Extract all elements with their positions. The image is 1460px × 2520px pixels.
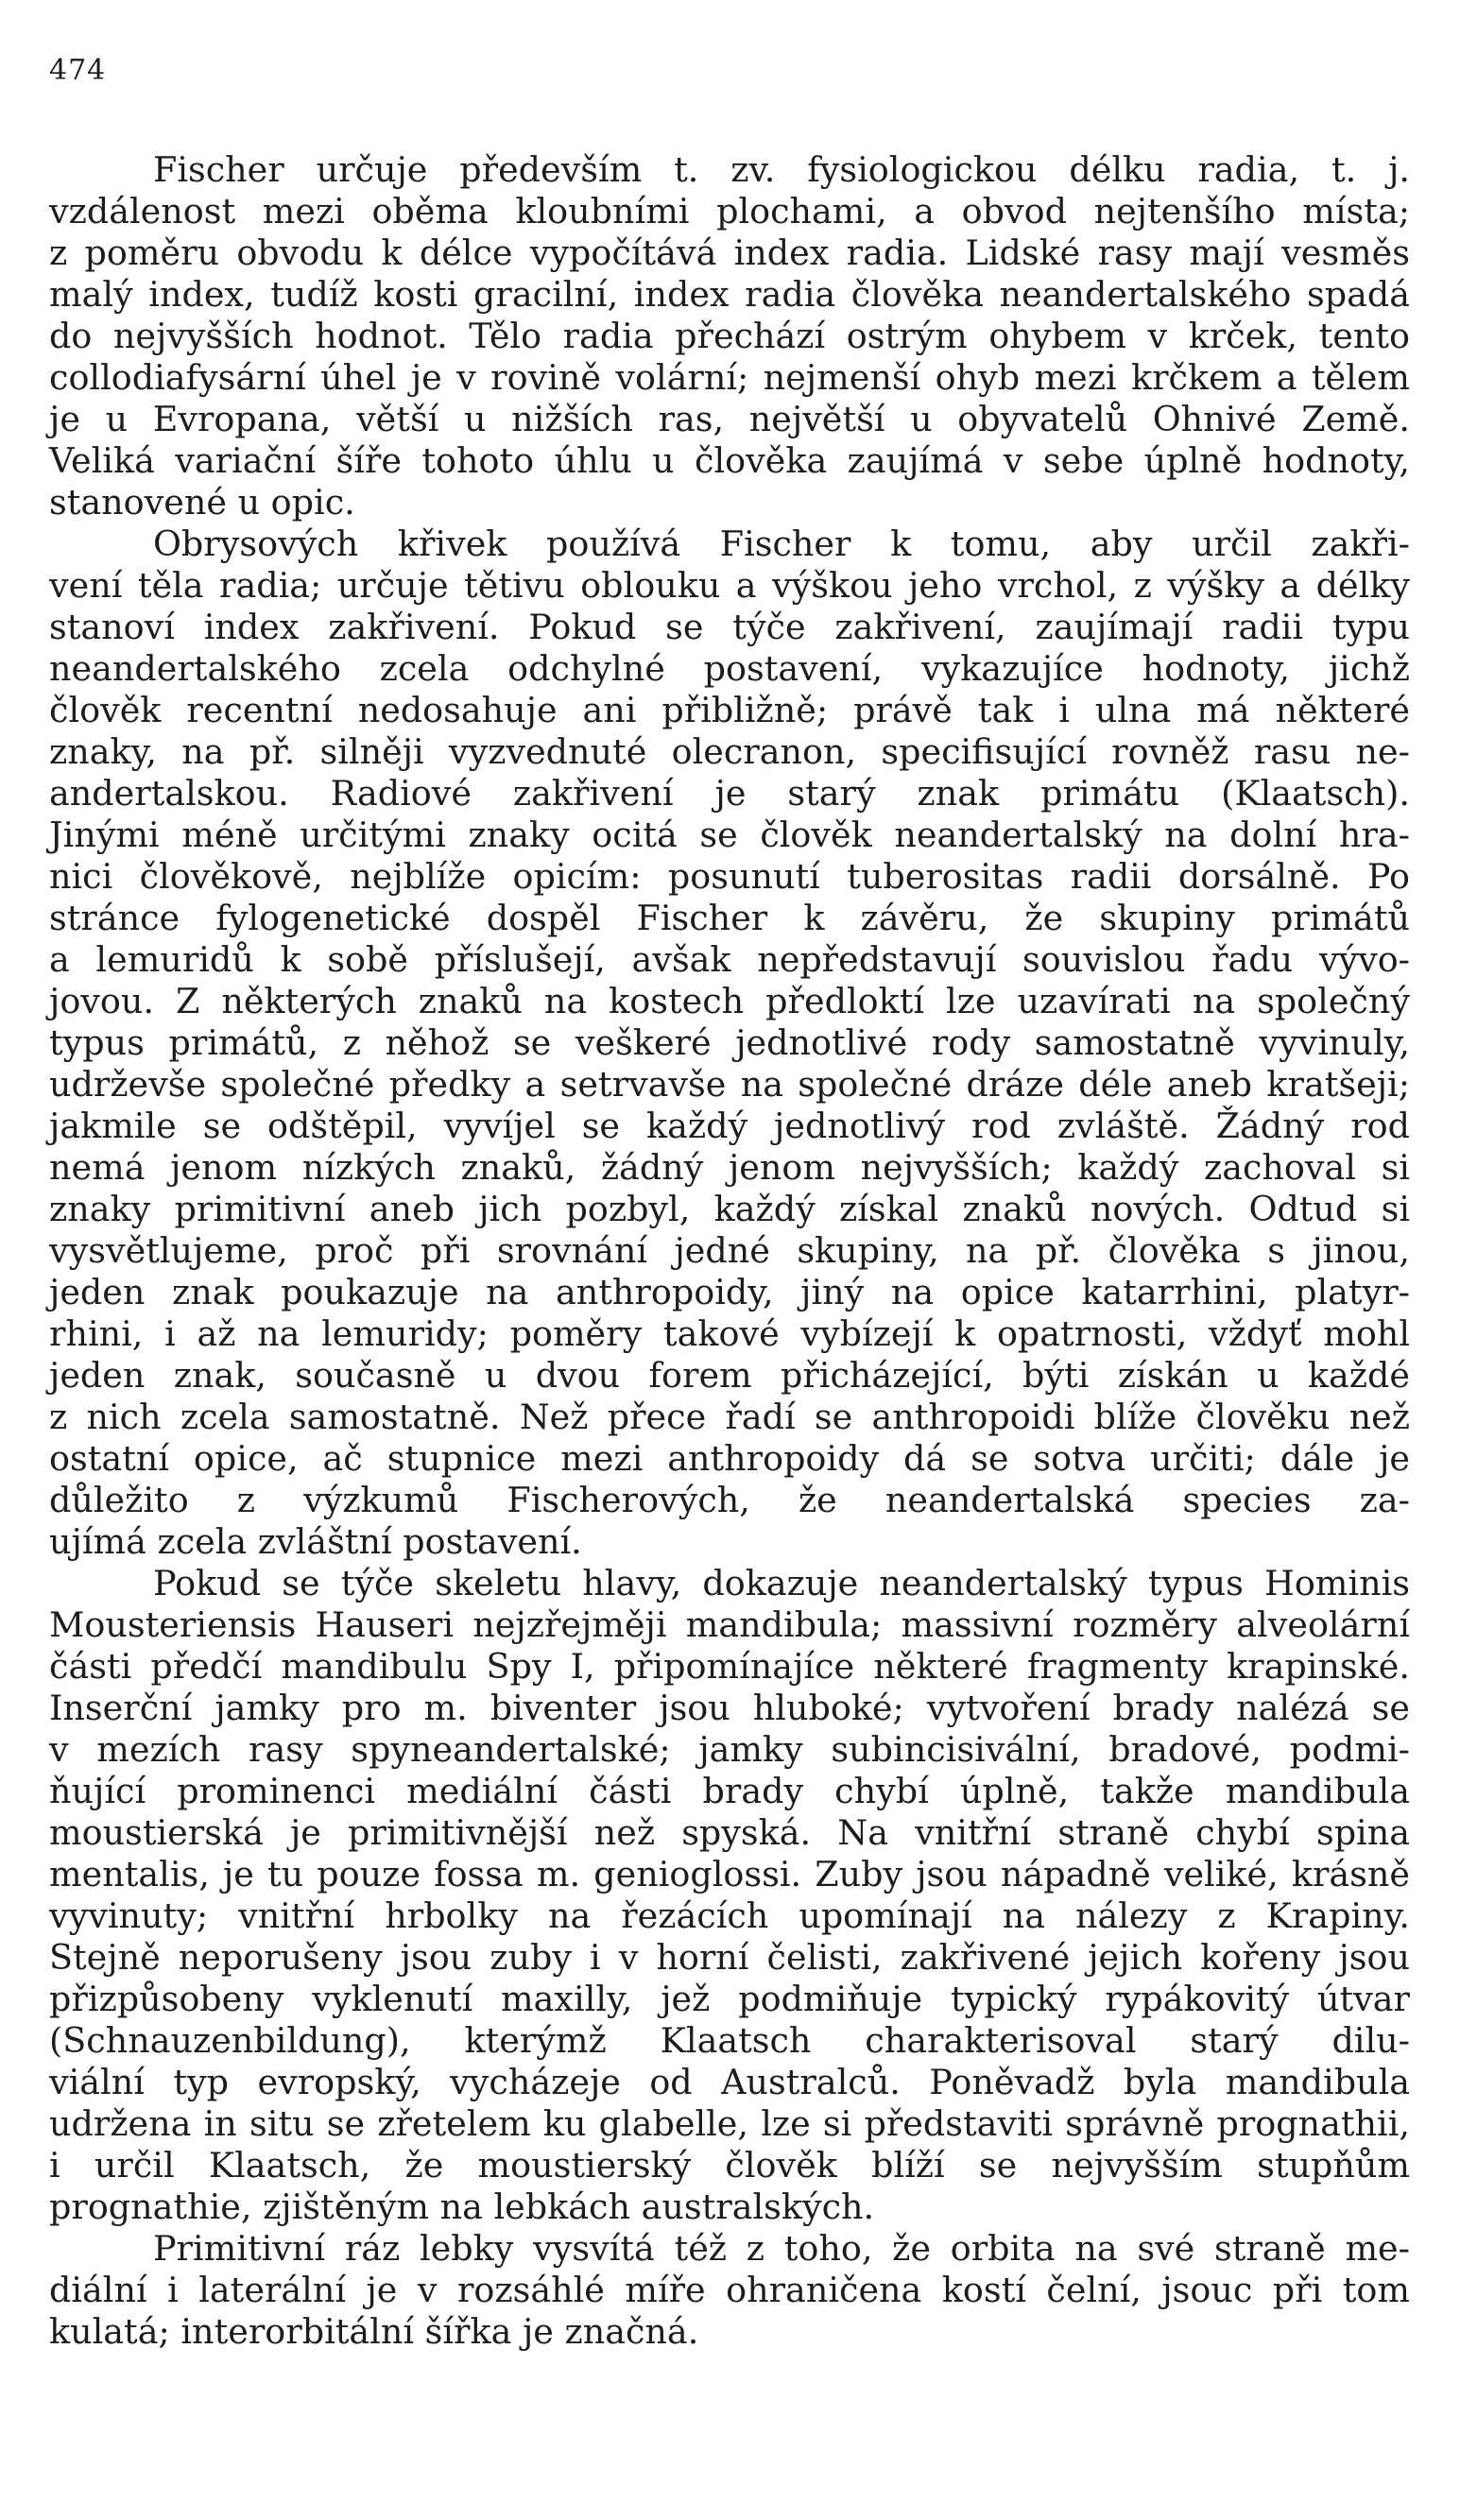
text-line: i určil Klaatsch, že moustierský člověk blíží se nejvyšším stupňům bbox=[49, 2145, 1410, 2186]
text-line: ostatní opice, ač stupnice mezi anthropoidy dá se sotva určiti; dále je bbox=[49, 1438, 1410, 1479]
text-line: prognathie, zjištěným na lebkách australských. bbox=[49, 2186, 875, 2227]
text-line: znaky primitivní aneb jich pozbyl, každý získal znaků nových. Odtud si bbox=[49, 1189, 1410, 1229]
text-line: rhini, i až na lemuridy; poměry takové vybízejí k opatrnosti, vždyť mohl bbox=[49, 1313, 1410, 1354]
text-line: vysvětlujeme, proč při srovnání jedné skupiny, na př. člověka s jinou, bbox=[49, 1230, 1410, 1271]
text-line: Mousteriensis Hauseri nejzřejměji mandibula; massivní rozměry alveolární bbox=[49, 1604, 1410, 1645]
text-line: vzdálenost mezi oběma kloubními plochami, a obvod nejtenšího místa; bbox=[49, 191, 1410, 231]
text-line: vení těla radia; určuje tětivu oblouku a výškou jeho vrchol, z výšky a délky bbox=[49, 565, 1410, 606]
text-line: znaky, na př. silněji vyzvednuté olecranon, specifisující rovněž rasu ne- bbox=[49, 731, 1410, 772]
text-line: jovou. Z některých znaků na kostech předloktí lze uzavírati na společný bbox=[49, 981, 1410, 1021]
text-line: Veliká variační šíře tohoto úhlu u člověka zaujímá v sebe úplně hodnoty, bbox=[49, 440, 1410, 481]
text-line: udrževše společné předky a setrvavše na společné dráze déle aneb kratšeji; bbox=[49, 1064, 1410, 1105]
text-line: Primitivní ráz lebky vysvítá též z toho, že orbita na své straně me- bbox=[153, 2228, 1410, 2269]
text-line: malý index, tudíž kosti gracilní, index radia člověka neandertalského spadá bbox=[49, 274, 1410, 315]
text-line: v mezích rasy spyneandertalské; jamky subincisivální, bradové, podmi- bbox=[49, 1729, 1410, 1770]
text-line: z poměru obvodu k délce vypočítává index radia. Lidské rasy mají vesměs bbox=[49, 232, 1410, 273]
text-line: je u Evropana, větší u nižších ras, největší u obyvatelů Ohnivé Země. bbox=[49, 399, 1410, 439]
text-line: jakmile se odštěpil, vyvíjel se každý jednotlivý rod zvláště. Žádný rod bbox=[49, 1106, 1410, 1146]
text-line: nemá jenom nízkých znaků, žádný jenom nejvyšších; každý zachoval si bbox=[49, 1147, 1410, 1188]
text-line: ňující prominenci mediální části brady chybí úplně, takže mandibula bbox=[49, 1771, 1410, 1811]
body-text bbox=[49, 149, 1410, 2353]
text-line: kulatá; interorbitální šířka je značná. bbox=[49, 2311, 699, 2352]
text-line: stanovené u opic. bbox=[49, 482, 355, 523]
text-line: vyvinuty; vnitřní hrbolky na řezácích upomínají na nálezy z Krapiny. bbox=[49, 1895, 1410, 1936]
text-line: z nich zcela samostatně. Než přece řadí se anthropoidi blíže člověku než bbox=[49, 1397, 1410, 1437]
text-line: Pokud se týče skeletu hlavy, dokazuje neandertalský typus Hominis bbox=[153, 1563, 1410, 1603]
text-line: stránce fylogenetické dospěl Fischer k závěru, že skupiny primátů bbox=[49, 898, 1410, 938]
text-line: stanoví index zakřivení. Pokud se týče zakřivení, zaujímají radii typu bbox=[49, 607, 1410, 647]
text-line: Jinými méně určitými znaky ocitá se člověk neandertalský na dolní hra- bbox=[49, 814, 1410, 855]
text-line: člověk recentní nedosahuje ani přibližně; právě tak i ulna má některé bbox=[49, 690, 1410, 730]
page-number: 474 bbox=[49, 54, 107, 87]
text-line: jeden znak, současně u dvou forem přicházející, býti získán u každé bbox=[49, 1355, 1410, 1396]
text-line: udržena in situ se zřetelem ku glabelle, lze si představiti správně prognathii, bbox=[49, 2103, 1410, 2144]
text-line: jeden znak poukazuje na anthropoidy, jiný na opice katarrhini, platyr- bbox=[49, 1272, 1410, 1312]
text-line: (Schnauzenbildung), kterýmž Klaatsch charakterisoval starý dilu- bbox=[49, 2020, 1410, 2061]
text-line: do nejvyšších hodnot. Tělo radia přechází ostrým ohybem v krček, tento bbox=[49, 316, 1410, 356]
text-line: ujímá zcela zvláštní postavení. bbox=[49, 1521, 582, 1562]
text-line: Inserční jamky pro m. biventer jsou hluboké; vytvoření brady nalézá se bbox=[49, 1688, 1410, 1728]
text-line: diální i laterální je v rozsáhlé míře ohraničena kostí čelní, jsouc při tom bbox=[49, 2270, 1410, 2310]
text-line: a lemuridů k sobě příslušejí, avšak nepředstavují souvislou řadu vývo- bbox=[49, 939, 1410, 980]
text-line: Fischer určuje především t. zv. fysiologickou délku radia, t. j. bbox=[153, 149, 1410, 190]
text-line: viální typ evropský, vycházeje od Australců. Poněvadž byla mandibula bbox=[49, 2062, 1410, 2102]
text-line: moustierská je primitivnější než spyská. Na vnitřní straně chybí spina bbox=[49, 1812, 1410, 1853]
text-line: andertalskou. Radiové zakřivení je starý znak primátu (Klaatsch). bbox=[49, 773, 1410, 814]
text-line: mentalis, je tu pouze fossa m. genioglossi. Zuby jsou nápadně veliké, krásně bbox=[49, 1854, 1410, 1894]
text-line: části předčí mandibulu Spy I, připomínajíce některé fragmenty krapinské. bbox=[49, 1646, 1410, 1687]
text-line: přizpůsobeny vyklenutí maxilly, jež podmiňuje typický rypákovitý útvar bbox=[49, 1979, 1410, 2019]
text-line: typus primátů, z něhož se veškeré jednotlivé rody samostatně vyvinuly, bbox=[49, 1022, 1410, 1063]
text-line: Obrysových křivek používá Fischer k tomu, aby určil zakři- bbox=[153, 523, 1410, 564]
text-line: Stejně neporušeny jsou zuby i v horní čelisti, zakřivené jejich kořeny jsou bbox=[49, 1937, 1410, 1978]
text-line: nici člověkově, nejblíže opicím: posunutí tuberositas radii dorsálně. Po bbox=[49, 856, 1410, 897]
text-line: collodiafysární úhel je v rovině volární; nejmenší ohyb mezi krčkem a tělem bbox=[49, 357, 1410, 398]
text-line: neandertalského zcela odchylné postavení, vykazujíce hodnoty, jichž bbox=[49, 648, 1410, 689]
text-line: důležito z výzkumů Fischerových, že neandertalská species za- bbox=[49, 1480, 1410, 1520]
